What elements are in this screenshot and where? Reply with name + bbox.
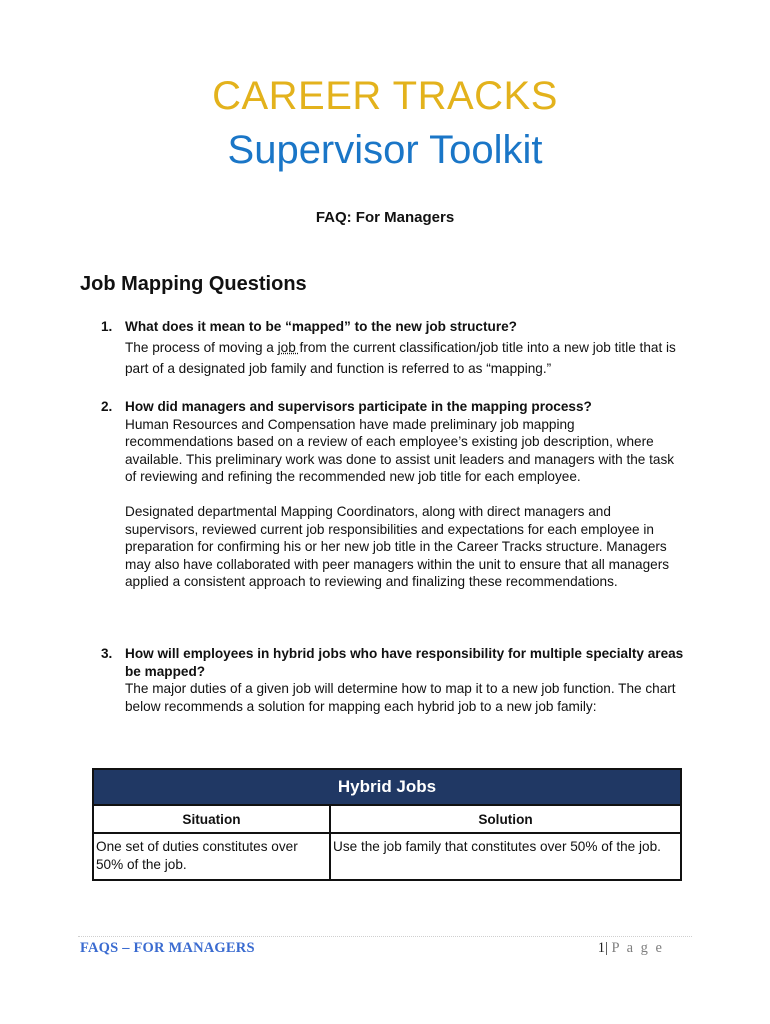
page-number — [598, 940, 664, 957]
faq-number-3: 3. — [101, 646, 113, 661]
faq-question-3: How will employees in hybrid jobs who have responsibility for multiple specialty areas be mapped? — [125, 646, 684, 679]
faq-answer-2b: Designated departmental Mapping Coordinators, along with direct managers and supervisors, reviewed current job responsibilities and expectations for each employee in preparation for confirming his or her new job title in the Career Tracks structure. Managers may also have collaborated with peer managers within the unit to ensure that all managers applied a consistent approach to reviewing and finalizing these recommendations. — [125, 503, 670, 590]
faq-item-3 — [101, 645, 685, 715]
table-cell-situation: One set of duties constitutes over 50% of the job. — [93, 833, 330, 880]
faq-item-1 — [101, 318, 685, 379]
faq-question-1: What does it mean to be “mapped” to the new job structure? — [125, 319, 517, 334]
page-word: P a g e — [611, 940, 664, 956]
faq-number-1: 1. — [101, 319, 113, 334]
faq-answer-1-end: from the current classification/job title into a new job title that is part of a designated job family and function is referred to as “mapping.” — [125, 339, 676, 376]
column-header-solution: Solution — [330, 805, 681, 833]
faq-answer-3: The major duties of a given job will determine how to map it to a new job function. The chart below recommends a solution for mapping each hybrid job to a new job family: — [125, 681, 676, 714]
faq-item-2 — [101, 398, 685, 591]
subtitle-faq: FAQ: For Managers — [315, 209, 455, 226]
table-title: Hybrid Jobs — [93, 769, 681, 805]
page-number-value: 1 — [597, 940, 605, 956]
column-header-situation: Situation — [93, 805, 330, 833]
footer-divider — [78, 936, 692, 937]
title-career-tracks: CAREER TRACKS — [212, 74, 558, 118]
job-link[interactable]: job — [277, 339, 300, 355]
table-cell-solution: Use the job family that constitutes over 50% of the job. — [330, 833, 681, 880]
page-separator: | — [604, 940, 608, 956]
faq-answer-1-start: The process of moving a — [125, 339, 278, 355]
table-row — [93, 833, 681, 880]
faq-answer-1 — [125, 337, 685, 379]
faq-number-2: 2. — [101, 399, 113, 414]
faq-answer-2a: Human Resources and Compensation have made preliminary job mapping recommendations based on a review of each employee’s existing job description, where available. This preliminary work was done to assist unit leaders and managers with the task of reviewing and refining the recommended new job title for each employee. — [125, 416, 675, 485]
hybrid-jobs-table — [92, 768, 682, 881]
faq-question-2: How did managers and supervisors participate in the mapping process? — [125, 399, 592, 414]
footer-title: FAQS – FOR MANAGERS — [80, 940, 255, 956]
title-supervisor-toolkit: Supervisor Toolkit — [227, 128, 543, 172]
section-heading: Job Mapping Questions — [80, 273, 307, 295]
